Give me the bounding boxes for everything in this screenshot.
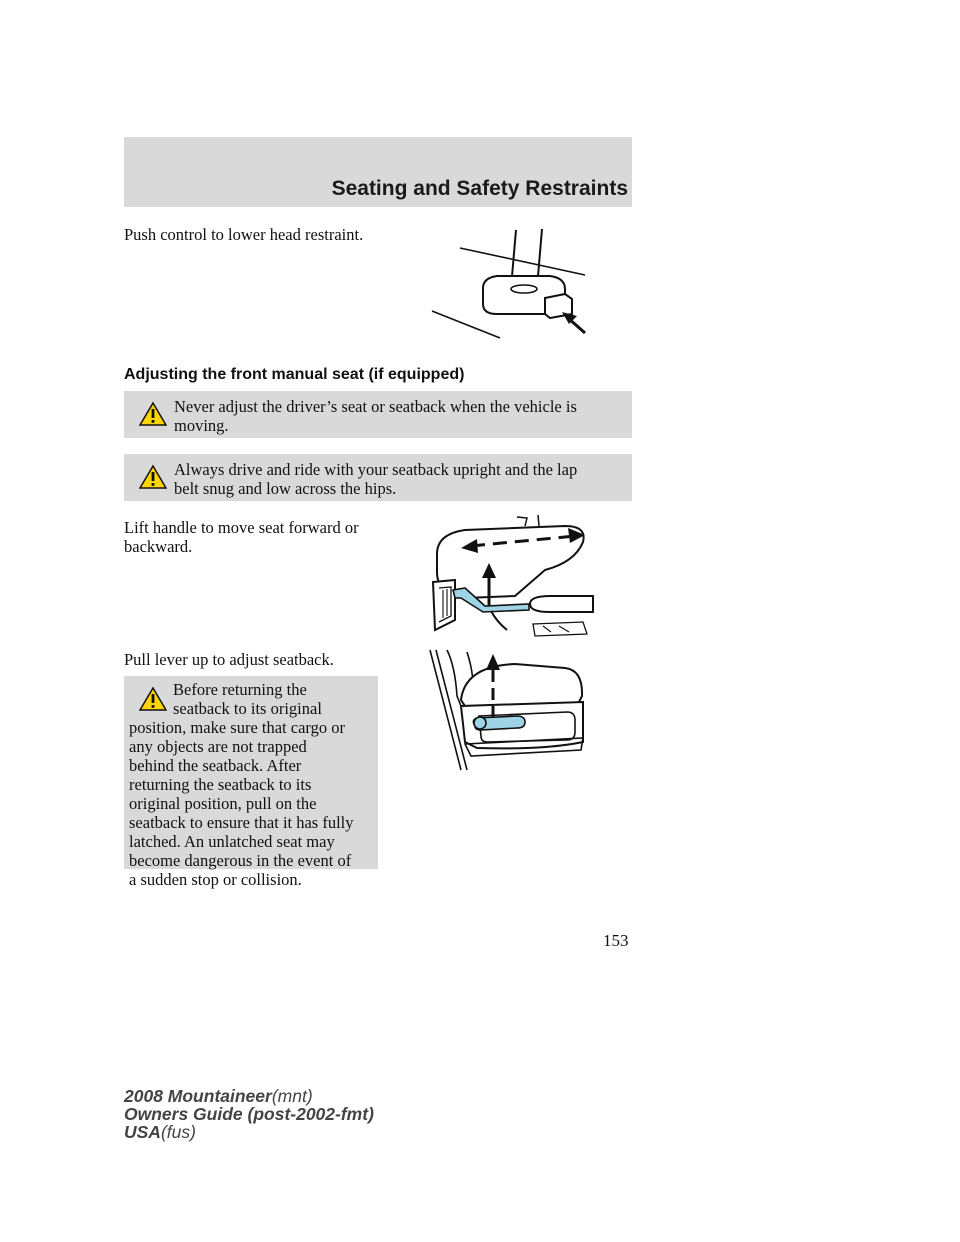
warning-line: Always drive and ride with your seatback upright and the lap — [174, 460, 578, 479]
footer-line — [124, 1087, 374, 1105]
warning-line: position, make sure that cargo or — [129, 718, 345, 737]
footer-line — [124, 1123, 374, 1141]
warning-triangle-icon — [139, 686, 167, 712]
instruction-line: Lift handle to move seat forward or — [124, 518, 359, 537]
warning-line: Before returning the — [173, 680, 307, 699]
section-title: Seating and Safety Restraints — [331, 177, 628, 200]
seatback-instruction: Pull lever up to adjust seatback. — [124, 650, 334, 669]
warning-triangle-icon — [139, 401, 167, 427]
warning-line: moving. — [174, 416, 229, 435]
section-heading: Adjusting the front manual seat (if equipped) — [124, 366, 465, 383]
warning-text — [173, 680, 322, 718]
warning-line: belt snug and low across the hips. — [174, 479, 397, 498]
warning-line: original position, pull on the — [129, 794, 317, 813]
warning-box — [124, 454, 632, 501]
head-restraint-illustration — [425, 226, 595, 344]
footer-market: USA — [124, 1122, 161, 1142]
warning-line: become dangerous in the event of — [129, 851, 352, 870]
warning-line: latched. An unlatched seat may — [129, 832, 335, 851]
warning-line: any objects are not trapped — [129, 737, 307, 756]
footer-line — [124, 1105, 374, 1123]
seatback-lever-illustration — [425, 646, 595, 774]
warning-text — [174, 460, 577, 498]
footer-model: 2008 Mountaineer — [124, 1086, 272, 1106]
warning-box — [124, 391, 632, 438]
footer-model-code: (mnt) — [271, 1086, 313, 1106]
document-footer — [124, 1087, 374, 1141]
instruction-line: backward. — [124, 537, 193, 556]
warning-line: behind the seatback. After — [129, 756, 302, 775]
warning-box — [124, 676, 378, 889]
warning-line: seatback to its original — [173, 699, 322, 718]
footer-guide: Owners Guide (post-2002-fmt) — [124, 1104, 374, 1124]
section-header-band — [124, 137, 632, 207]
warning-text — [174, 397, 577, 435]
head-restraint-instruction: Push control to lower head restraint. — [124, 225, 364, 244]
footer-market-code: (fus) — [160, 1122, 196, 1142]
warning-line: returning the seatback to its — [129, 775, 312, 794]
warning-triangle-icon — [139, 464, 167, 490]
warning-line: a sudden stop or collision. — [129, 870, 302, 889]
warning-line: Never adjust the driver’s seat or seatback when the vehicle is — [174, 397, 577, 416]
seat-track-handle-illustration — [425, 512, 595, 640]
move-seat-instruction — [124, 518, 359, 556]
page-number: 153 — [603, 931, 629, 950]
warning-line: seatback to ensure that it has fully — [129, 813, 354, 832]
warning-text — [129, 718, 354, 889]
